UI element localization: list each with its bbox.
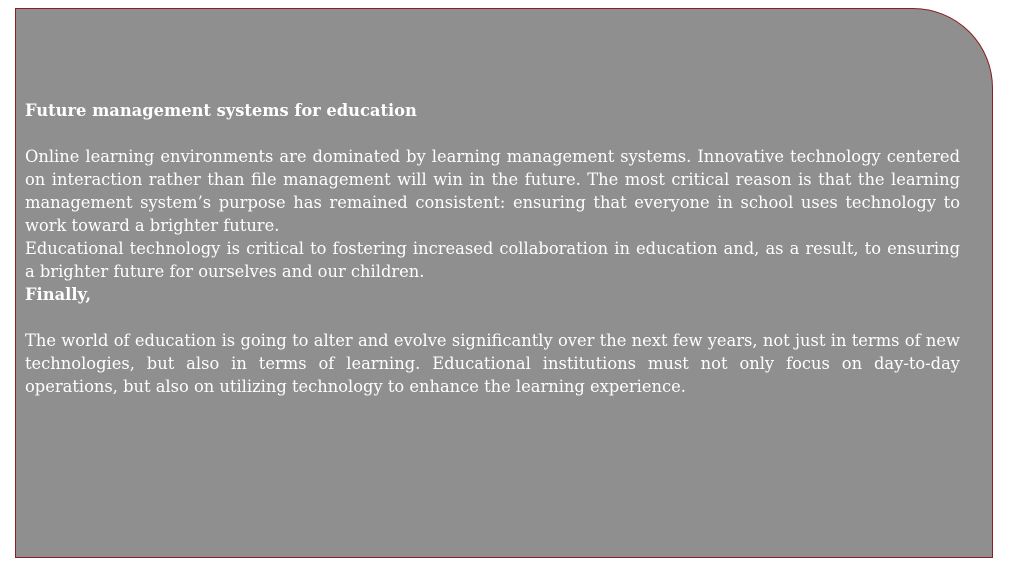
paragraph-edtech: Educational technology is critical to fostering increased collaboration in education and, as a result, to ensuring a brighter future for ourselves and our children.	[25, 239, 960, 281]
slide-title: Future management systems for education	[25, 101, 417, 120]
content-box	[15, 8, 993, 558]
paragraph-lms: Online learning environments are dominated by learning management systems. Innovative technology centered on interaction rather than file management will win in the future. The most critical reason is that the learning management system’s purpose has remained consistent: ensuring that everyone in school uses technology to work toward a brighter future.	[25, 147, 960, 235]
finally-heading: Finally,	[25, 285, 92, 304]
paragraph-future: The world of education is going to alter and evolve significantly over the next few years, not just in terms of new technologies, but also in terms of learning. Educational institutions must not only focus on day-to-day operations, but also on utilizing technology to enhance the learning experience.	[25, 331, 960, 396]
spacer	[25, 306, 960, 329]
spacer	[25, 122, 960, 145]
text-area	[25, 99, 960, 398]
